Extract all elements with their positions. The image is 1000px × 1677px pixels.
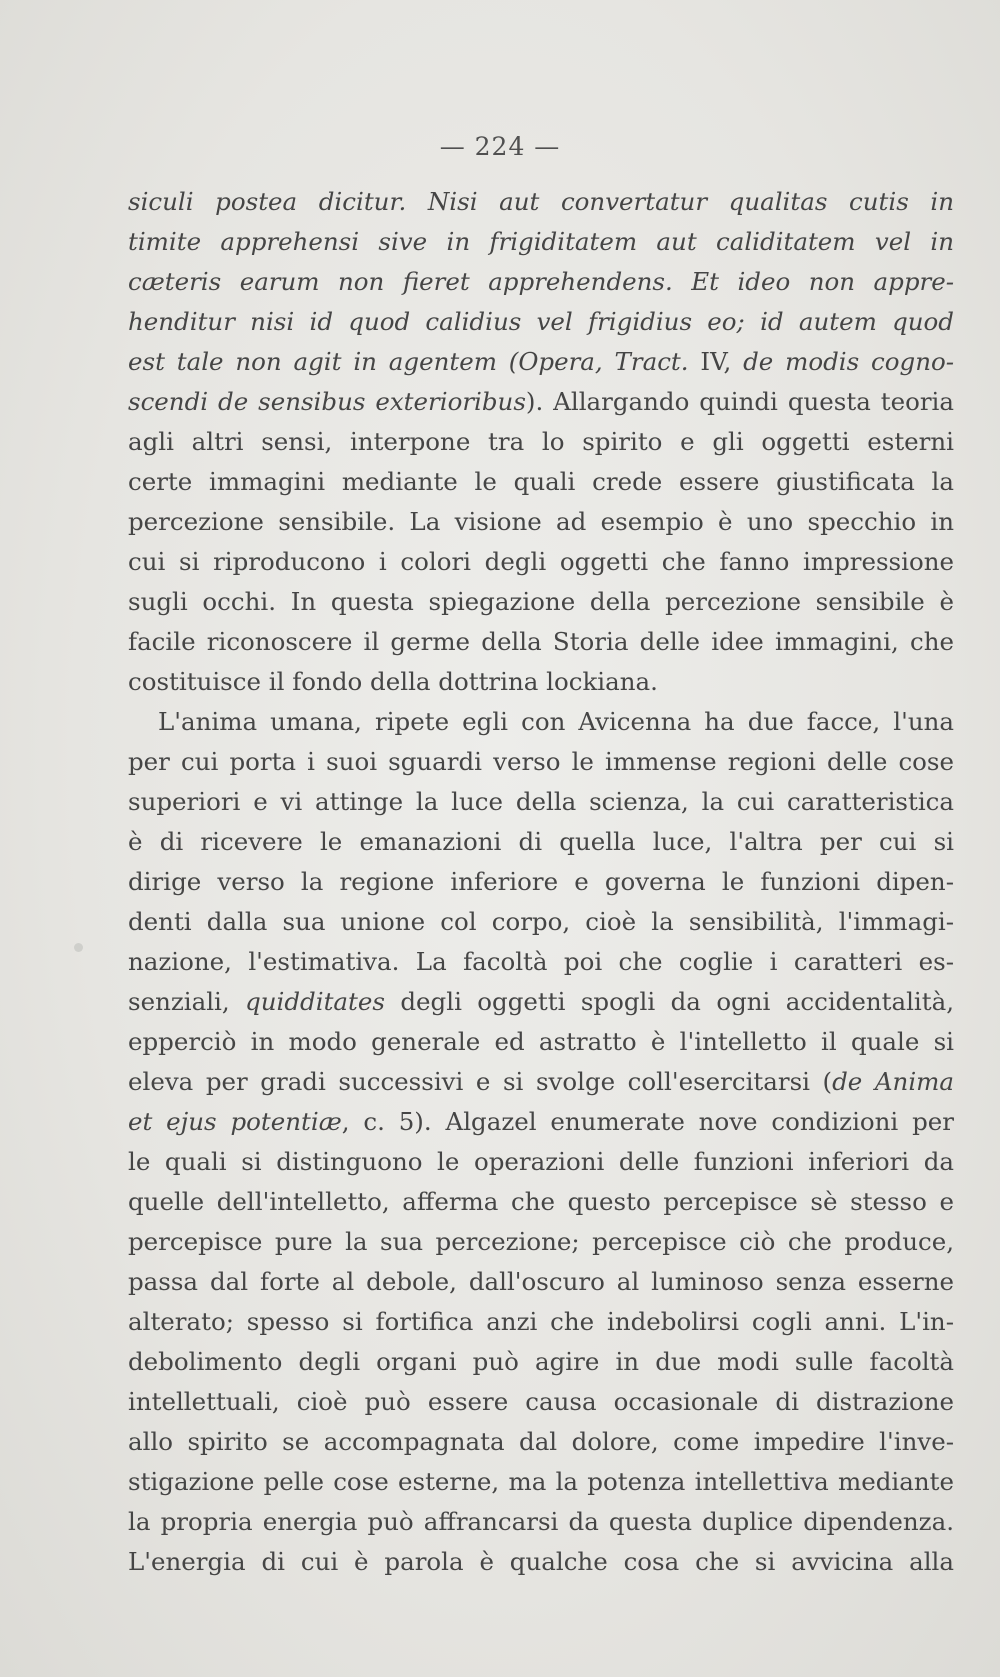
text-segment: passa dal forte al debole, dall'oscuro al luminoso senza esserne [128, 1267, 954, 1296]
text-segment: IV, [688, 347, 744, 376]
text-line [128, 502, 954, 542]
text-line [128, 1222, 954, 1262]
text-segment: , c. 5). Algazel enumerate nove condizioni per [341, 1107, 954, 1136]
italic-text: de modis cogno- [743, 347, 954, 376]
text-line [128, 1502, 954, 1542]
text-line [128, 662, 954, 702]
text-line [128, 382, 954, 422]
text-segment: per cui porta i suoi sguardi verso le immense regioni delle cose [128, 747, 954, 776]
text-line [128, 1182, 954, 1222]
text-segment: sugli occhi. In questa spiegazione della percezione sensibile è [128, 587, 954, 616]
text-segment: senziali, [128, 987, 246, 1016]
italic-text: henditur nisi id quod calidius vel frigidius eo; id autem quod [128, 307, 954, 336]
text-segment: nazione, l'estimativa. La facoltà poi che coglie i caratteri es- [128, 947, 954, 976]
text-segment: intellettuali, cioè può essere causa occasionale di distrazione [128, 1387, 954, 1416]
text-segment: ). Allargando quindi questa teoria [525, 387, 954, 416]
text-segment: percezione sensibile. La visione ad esempio è uno specchio in [128, 507, 954, 536]
text-line [128, 1382, 954, 1422]
text-segment: L'anima umana, ripete egli con Avicenna ha due facce, l'una [158, 707, 954, 736]
text-segment: cui si riproducono i colori degli oggetti che fanno impressione [128, 547, 954, 576]
text-line [128, 1422, 954, 1462]
italic-text: siculi postea dicitur. Nisi aut convertatur qualitas cutis in [128, 187, 954, 216]
text-line [128, 1102, 954, 1142]
text-segment: agli altri sensi, interpone tra lo spirito e gli oggetti esterni [128, 427, 954, 456]
text-line [128, 1462, 954, 1502]
text-line [128, 542, 954, 582]
text-line [128, 982, 954, 1022]
paper-speck [74, 943, 83, 952]
text-line [128, 182, 954, 222]
text-line [128, 822, 954, 862]
italic-text: timite apprehensi sive in frigiditatem aut caliditatem vel in [128, 227, 954, 256]
text-segment: certe immagini mediante le quali crede essere giustificata la [128, 467, 954, 496]
text-line [128, 262, 954, 302]
text-segment: facile riconoscere il germe della Storia delle idee immagini, che [128, 627, 954, 656]
text-segment: degli oggetti spogli da ogni accidentalità, [384, 987, 954, 1016]
text-segment: debolimento degli organi può agire in due modi sulle facoltà [128, 1347, 954, 1376]
text-segment: percepisce pure la sua percezione; percepisce ciò che produce, [128, 1227, 954, 1256]
text-line [128, 702, 954, 742]
text-line [128, 782, 954, 822]
text-line [128, 222, 954, 262]
text-line [128, 742, 954, 782]
text-segment: epperciò in modo generale ed astratto è l'intelletto il quale si [128, 1027, 954, 1056]
text-line [128, 942, 954, 982]
text-line [128, 1542, 954, 1582]
italic-text: de Anima [832, 1067, 954, 1096]
text-line [128, 1262, 954, 1302]
text-line [128, 582, 954, 622]
text-line [128, 1022, 954, 1062]
text-line [128, 462, 954, 502]
italic-text: cæteris earum non fieret apprehendens. Et ideo non appre- [128, 267, 954, 296]
text-segment: alterato; spesso si fortifica anzi che indebolirsi cogli anni. L'in- [128, 1307, 954, 1336]
text-line [128, 902, 954, 942]
text-line [128, 302, 954, 342]
italic-text: est tale non agit in agentem ( [128, 347, 519, 376]
text-segment: L'energia di cui è parola è qualche cosa che si avvicina alla [128, 1547, 954, 1576]
text-segment: quelle dell'intelletto, afferma che questo percepisce sè stesso e [128, 1187, 954, 1216]
text-line [128, 422, 954, 462]
text-line [128, 1142, 954, 1182]
text-segment: allo spirito se accompagnata dal dolore, come impedire l'inve- [128, 1427, 954, 1456]
text-segment: dirige verso la regione inferiore e governa le funzioni dipen- [128, 867, 954, 896]
italic-text: scendi de sensibus exterioribus [128, 387, 526, 416]
text-segment: le quali si distinguono le operazioni delle funzioni inferiori da [128, 1147, 954, 1176]
text-segment: costituisce il fondo della dottrina lockiana. [128, 667, 658, 696]
text-line [128, 1302, 954, 1342]
text-line [128, 342, 954, 382]
text-segment: è di ricevere le emanazioni di quella luce, l'altra per cui si [128, 827, 954, 856]
text-segment: superiori e vi attinge la luce della scienza, la cui caratteristica [128, 787, 954, 816]
text-segment: eleva per gradi successivi e si svolge coll'esercitarsi ( [128, 1067, 833, 1096]
italic-text: quidditates [245, 987, 385, 1016]
text-line [128, 622, 954, 662]
text-segment: stigazione pelle cose esterne, ma la potenza intellettiva mediante [128, 1467, 954, 1496]
text-segment: denti dalla sua unione col corpo, cioè la sensibilità, l'immagi- [128, 907, 954, 936]
italic-text: et ejus potentiæ [128, 1107, 342, 1136]
text-line [128, 1062, 954, 1102]
text-line [128, 1342, 954, 1382]
page-number: — 224 — [439, 132, 561, 161]
text-segment: la propria energia può affrancarsi da questa duplice dipendenza. [128, 1507, 954, 1536]
italic-text: Opera, Tract. [518, 347, 689, 376]
body-text [128, 182, 954, 1582]
text-line [128, 862, 954, 902]
